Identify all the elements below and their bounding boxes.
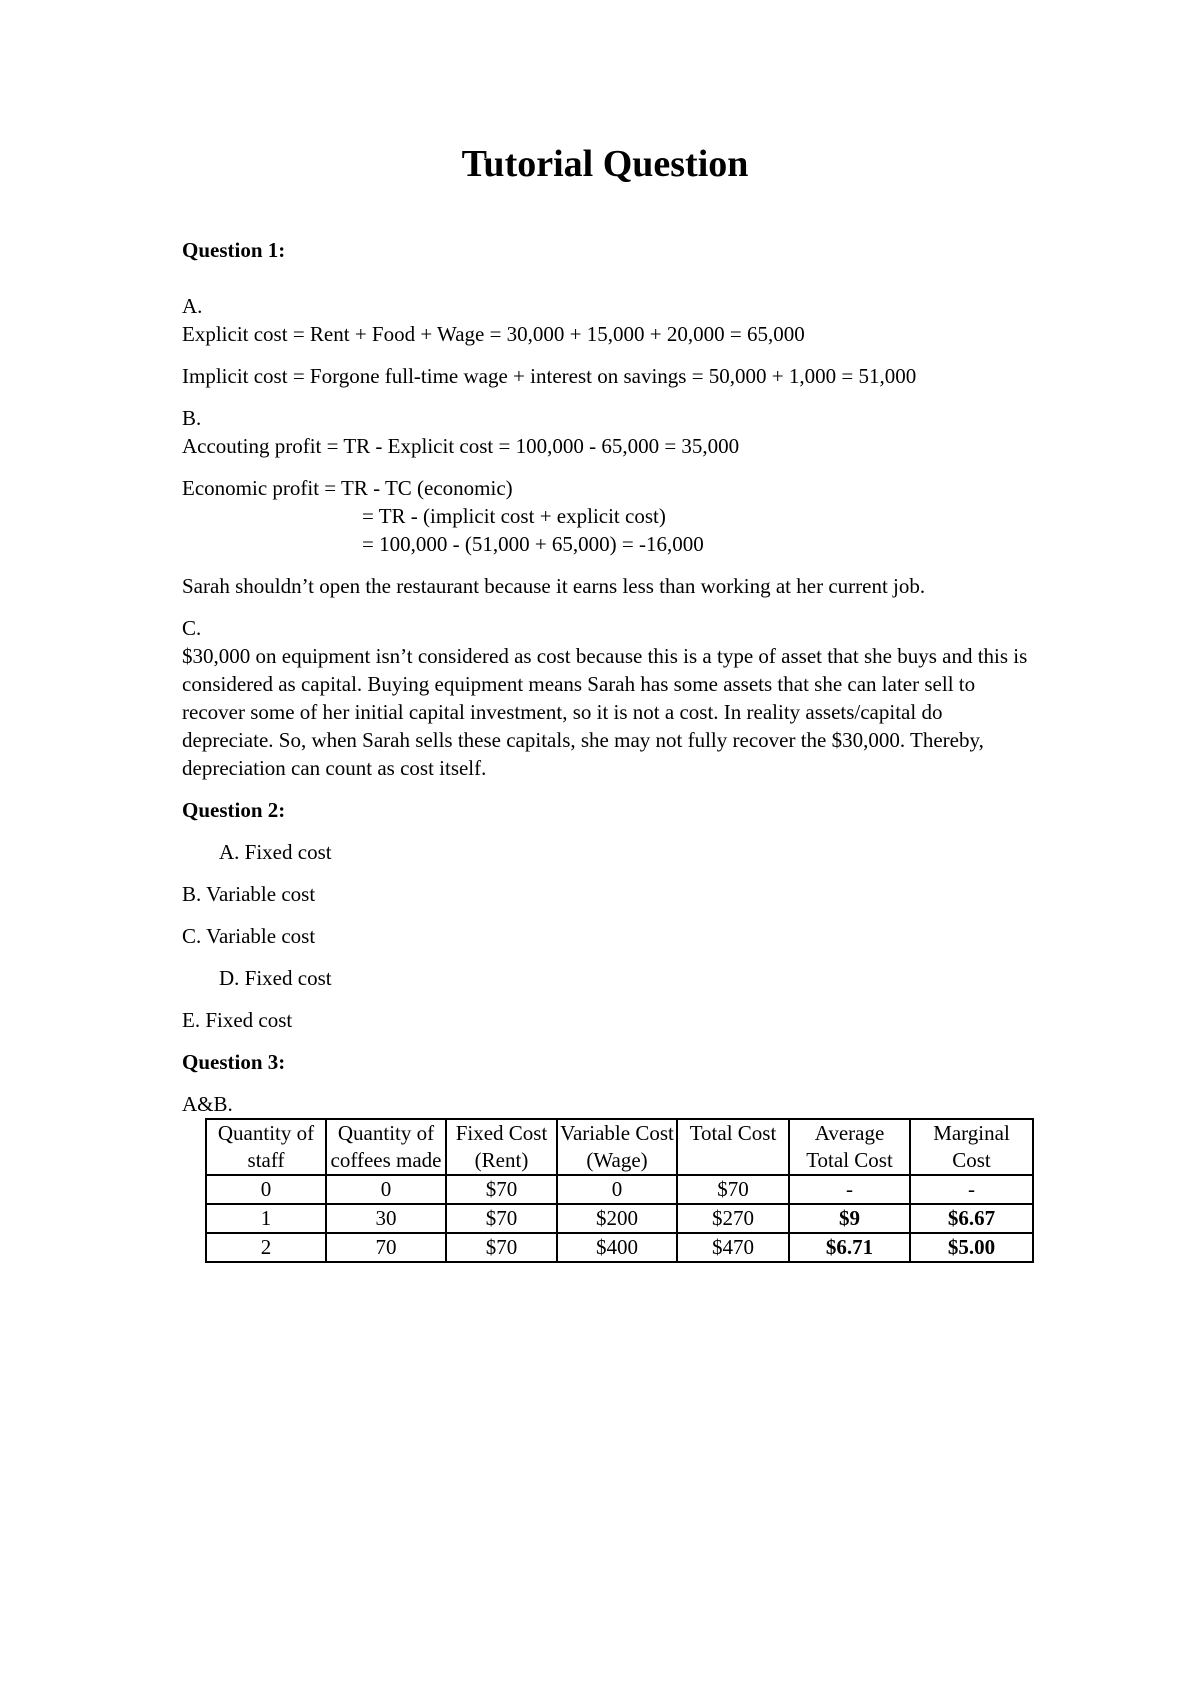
q1-implicit-cost: Implicit cost = Forgone full-time wage + interest on savings = 50,000 + 1,000 = 51,000 [182, 364, 917, 388]
table-cell: - [910, 1175, 1033, 1204]
header-average-total-cost: Average Total Cost [789, 1119, 910, 1175]
table-cell: $70 [446, 1204, 557, 1233]
header-quantity-of-staff: Quantity of staff [206, 1119, 326, 1175]
table-row [206, 1175, 1033, 1204]
table-cell: 30 [326, 1204, 446, 1233]
table-cell: $70 [677, 1175, 789, 1204]
table-row [206, 1204, 1033, 1233]
table-cell: $400 [557, 1233, 677, 1262]
q1-accounting-profit: Accouting profit = TR - Explicit cost = 100,000 - 65,000 = 35,000 [182, 434, 740, 458]
table-cell: 1 [206, 1204, 326, 1233]
question-2-heading: Question 2: [182, 798, 286, 822]
q2-item-e: E. Fixed cost [182, 1008, 293, 1032]
header-marginal-cost: Marginal Cost [910, 1119, 1033, 1175]
table-cell: $270 [677, 1204, 789, 1233]
q3-label: A&B. [182, 1092, 233, 1116]
table-cell: 0 [557, 1175, 677, 1204]
table-cell: $6.67 [910, 1204, 1033, 1233]
q2-item-a: A. Fixed cost [219, 840, 332, 864]
table-cell: - [789, 1175, 910, 1204]
table-cell: $70 [446, 1233, 557, 1262]
q1-economic-profit-line-2: = TR - (implicit cost + explicit cost) [362, 504, 666, 528]
page-title: Tutorial Question [461, 143, 749, 185]
table-cell: 0 [326, 1175, 446, 1204]
q2-item-b: B. Variable cost [182, 882, 316, 906]
header-variable-cost: Variable Cost (Wage) [557, 1119, 677, 1175]
table-cell: 70 [326, 1233, 446, 1262]
table-cell: 0 [206, 1175, 326, 1204]
table-cell: $6.71 [789, 1233, 910, 1262]
question-3-heading: Question 3: [182, 1050, 286, 1074]
q1-economic-profit-line-3: = 100,000 - (51,000 + 65,000) = -16,000 [362, 532, 704, 556]
q2-item-d: D. Fixed cost [219, 966, 332, 990]
q1-economic-profit-line-1: Economic profit = TR - TC (economic) [182, 476, 513, 500]
table-cell: $470 [677, 1233, 789, 1262]
q1-part-c-label: C. [182, 616, 202, 640]
header-total-cost: Total Cost [677, 1119, 789, 1175]
header-quantity-of-coffees: Quantity of coffees made [326, 1119, 446, 1175]
table-cell: 2 [206, 1233, 326, 1262]
table-cell: $200 [557, 1204, 677, 1233]
table-cell: $5.00 [910, 1233, 1033, 1262]
q2-item-c: C. Variable cost [182, 924, 316, 948]
table-cell: $9 [789, 1204, 910, 1233]
q1-part-c-text: $30,000 on equipment isn’t considered as cost because this is a type of asset that she buys and this is considered as capital. Buying equipment means Sarah has some assets that she can later sell to recover some of her initial capital investment, so it is not a cost. In reality assets/capital do depreciate. So, when Sarah sells these capitals, she may not fully recover the $30,000. Thereby, depreciation can count as cost itself. [182, 644, 1028, 780]
table-header-row [206, 1119, 1033, 1175]
q1-explicit-cost: Explicit cost = Rent + Food + Wage = 30,000 + 15,000 + 20,000 = 65,000 [182, 322, 805, 346]
q1-conclusion: Sarah shouldn’t open the restaurant because it earns less than working at her current job. [182, 574, 926, 598]
q1-part-b-label: B. [182, 406, 202, 430]
document-content [182, 142, 1028, 1263]
cost-table [205, 1118, 1034, 1263]
table-cell: $70 [446, 1175, 557, 1204]
table-row [206, 1233, 1033, 1262]
question-1-heading: Question 1: [182, 238, 286, 262]
q1-part-a-label: A. [182, 294, 203, 318]
header-fixed-cost: Fixed Cost (Rent) [446, 1119, 557, 1175]
